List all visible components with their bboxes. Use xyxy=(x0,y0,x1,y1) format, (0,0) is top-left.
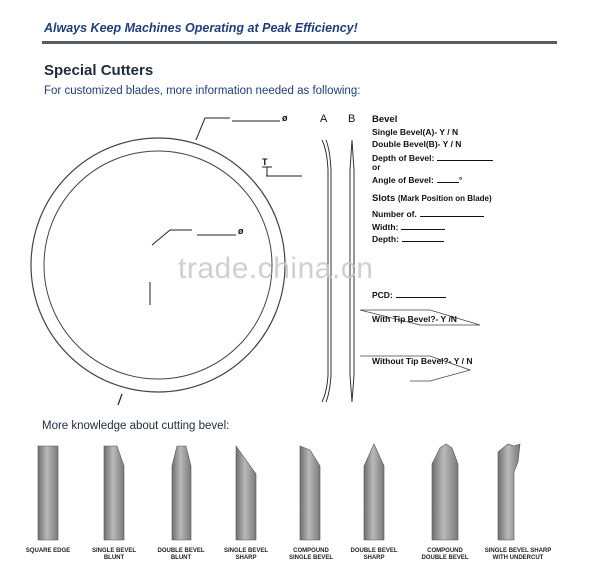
thickness-label: T xyxy=(262,157,268,167)
inner-diameter-symbol: ø xyxy=(238,226,244,236)
number-of-label: Number of. xyxy=(372,209,417,219)
outer-diameter-symbol: ø xyxy=(282,113,288,123)
single-bevel-option: Single Bevel(A)- Y / N xyxy=(372,127,459,137)
pcd-label: PCD: xyxy=(372,290,393,300)
or-label: or xyxy=(372,162,381,172)
column-b-label: B xyxy=(348,113,356,125)
with-tip-bevel-option: With Tip Bevel?- Y /N xyxy=(372,314,457,324)
without-tip-bevel-option: Without Tip Bevel?- Y / N xyxy=(372,356,473,366)
bevel-label-single-sharp: SINGLE BEVEL SHARP xyxy=(223,548,268,561)
watermark: trade.china.cn xyxy=(178,252,374,285)
bevel-label-compound-single: COMPOUND SINGLE BEVEL xyxy=(288,548,333,561)
bevel-label-compound-double: COMPOUND DOUBLE BEVEL xyxy=(421,548,469,561)
bevel-heading: Bevel xyxy=(372,114,398,125)
bevel-double-blunt xyxy=(172,446,191,540)
degree-symbol: ° xyxy=(458,175,463,185)
slots-note: (Mark Position on Blade) xyxy=(397,194,492,203)
bevel-label-single-sharp-undercut: SINGLE BEVEL SHARP WITH UNDERCUT xyxy=(484,548,552,561)
bevel-double-sharp xyxy=(364,444,384,540)
bevel-square-edge xyxy=(38,446,58,540)
column-a-label: A xyxy=(320,113,328,125)
slots-heading: Slots xyxy=(372,193,396,204)
bevel-label-square-edge: SQUARE EDGE xyxy=(25,548,71,554)
bevel-label-double-blunt: DOUBLE BEVEL BLUNT xyxy=(157,548,205,561)
bevel-label-double-sharp: DOUBLE BEVEL SHARP xyxy=(350,548,398,561)
bevel-compound-single xyxy=(300,446,320,540)
depth-label: Depth: xyxy=(372,234,399,244)
double-bevel-option: Double Bevel(B)- Y / N xyxy=(372,139,462,149)
bevel-section-heading: More knowledge about cutting bevel: xyxy=(42,420,230,432)
angle-of-bevel-label: Angle of Bevel: xyxy=(372,175,434,185)
bevel-single-sharp-undercut xyxy=(498,444,520,540)
page-title: Special Cutters xyxy=(44,62,154,79)
bevel-single-blunt xyxy=(104,446,124,540)
bevel-compound-double xyxy=(432,444,458,540)
bevel-label-single-blunt: SINGLE BEVEL BLUNT xyxy=(91,548,136,561)
tagline: Always Keep Machines Operating at Peak Efficiency! xyxy=(44,21,358,35)
width-label: Width: xyxy=(372,222,399,232)
bevel-single-sharp xyxy=(236,446,256,540)
depth-of-bevel-label: Depth of Bevel: xyxy=(372,153,435,163)
page-subtitle: For customized blades, more information needed as following: xyxy=(44,85,361,97)
